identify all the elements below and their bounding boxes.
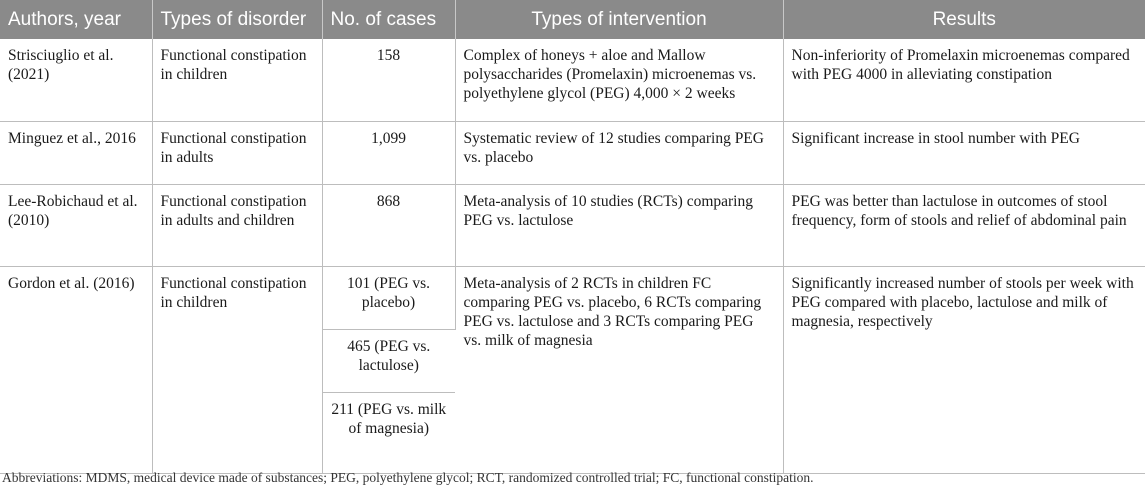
cell-intervention: Meta-analysis of 10 studies (RCTs) comparing PEG vs. lactulose [455,184,783,266]
cell-cases: 101 (PEG vs. placebo) [322,266,455,329]
cell-disorder: Functional constipation in adults [152,121,322,184]
cell-intervention: Systematic review of 12 studies comparing PEG vs. placebo [455,121,783,184]
cell-cases: 868 [322,184,455,266]
cell-disorder: Functional constipation in children [152,266,322,473]
table-row [0,184,1145,266]
header-authors: Authors, year [0,0,152,39]
cell-results: Non-inferiority of Promelaxin microenemas compared with PEG 4000 in alleviating constipation [783,39,1145,121]
cell-results: Significantly increased number of stools per week with PEG compared with placebo, lactulose and milk of magnesia, respectively [783,266,1145,473]
header-cases: No. of cases [322,0,455,39]
header-intervention: Types of intervention [455,0,783,39]
cell-cases: 211 (PEG vs. milk of magnesia) [322,392,455,473]
cell-disorder: Functional constipation in children [152,39,322,121]
cell-author: Gordon et al. (2016) [0,266,152,473]
cell-results: Significant increase in stool number with PEG [783,121,1145,184]
table-row [0,39,1145,121]
cell-author: Lee-Robichaud et al. (2010) [0,184,152,266]
cell-cases: 158 [322,39,455,121]
cell-author: Minguez et al., 2016 [0,121,152,184]
header-results: Results [783,0,1145,39]
cell-results: PEG was better than lactulose in outcomes of stool frequency, form of stools and relief of abdominal pain [783,184,1145,266]
footnote: Abbreviations: MDMS, medical device made of substances; PEG, polyethylene glycol; RCT, randomized controlled trial; FC, functional constipation. [2,470,814,485]
cell-intervention: Complex of honeys + aloe and Mallow polysaccharides (Promelaxin) microenemas vs. polyethylene glycol (PEG) 4,000 × 2 weeks [455,39,783,121]
header-row [0,0,1145,39]
cell-disorder: Functional constipation in adults and children [152,184,322,266]
cell-author: Strisciuglio et al. (2021) [0,39,152,121]
header-disorder: Types of disorder [152,0,322,39]
table-row [0,266,1145,329]
cell-intervention: Meta-analysis of 2 RCTs in children FC comparing PEG vs. placebo, 6 RCTs comparing PEG vs. lactulose and 3 RCTs comparing PEG vs. milk of magnesia [455,266,783,473]
cell-cases: 1,099 [322,121,455,184]
cell-cases: 465 (PEG vs. lactulose) [322,329,455,392]
table-row [0,121,1145,184]
